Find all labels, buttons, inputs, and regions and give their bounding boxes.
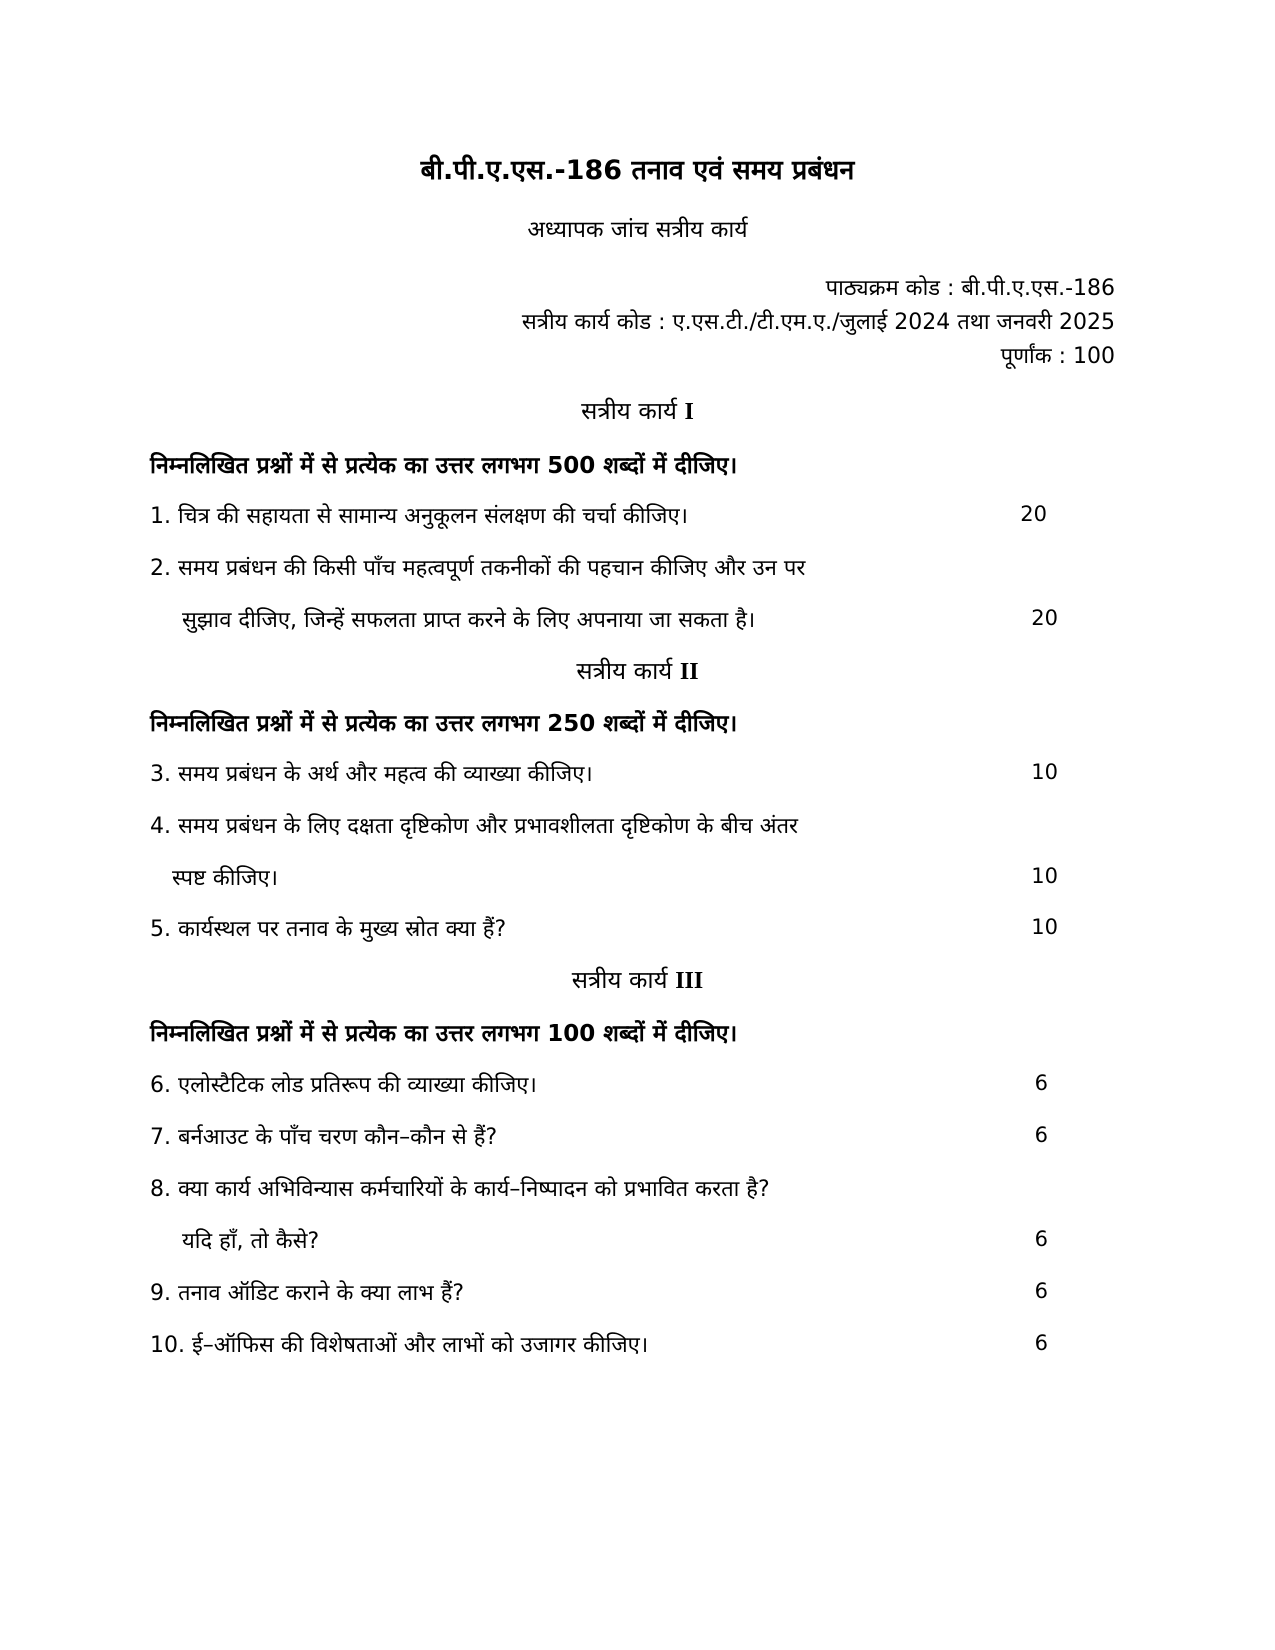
section-heading-text: सत्रीय कार्य [571,966,668,994]
question-6: 6. एलोस्टैटिक लोड प्रतिरूप की व्याख्या कीजिए। [150,1073,537,1098]
section-heading-roman: II [679,659,699,685]
section-heading-text: सत्रीय कार्य [576,657,673,685]
question-marks: 20 [1020,502,1047,526]
max-marks: पूर्णांक : 100 [1000,344,1115,369]
question-4: 4. समय प्रबंधन के लिए दक्षता दृष्टिकोण और प्रभावशीलता दृष्टिकोण के बीच अंतर [150,814,799,839]
section-instruction: निम्नलिखित प्रश्नों में से प्रत्येक का उत्तर लगभग 500 शब्दों में दीजिए। [150,453,738,479]
question-marks: 6 [1034,1279,1048,1303]
question-1: 1. चित्र की सहायता से सामान्य अनुकूलन संलक्षण की चर्चा कीजिए। [150,504,688,529]
section-instruction: निम्नलिखित प्रश्नों में से प्रत्येक का उत्तर लगभग 100 शब्दों में दीजिए। [150,1021,738,1047]
question-8: 8. क्या कार्य अभिविन्यास कर्मचारियों के कार्य–निष्पादन को प्रभावित करता है? [150,1177,770,1202]
section-heading-roman: III [675,968,704,994]
section-heading-2 [0,654,1275,687]
page-subtitle: अध्यापक जांच सत्रीय कार्य [527,217,748,243]
section-heading-1 [0,394,1275,427]
question-marks: 6 [1034,1123,1048,1147]
question-10: 10. ई–ऑफिस की विशेषताओं और लाभों को उजागर कीजिए। [150,1333,649,1358]
page-title: बी.पी.ए.एस.-186 तनाव एवं समय प्रबंधन [420,155,855,186]
question-marks: 10 [1031,760,1058,784]
question-marks: 20 [1031,606,1058,630]
course-code: पाठ्यक्रम कोड : बी.पी.ए.एस.-186 [825,276,1115,301]
question-marks: 6 [1034,1227,1048,1251]
section-instruction: निम्नलिखित प्रश्नों में से प्रत्येक का उत्तर लगभग 250 शब्दों में दीजिए। [150,711,738,737]
question-8-continued: यदि हाँ, तो कैसे? [182,1229,320,1254]
question-marks: 6 [1034,1331,1048,1355]
question-5: 5. कार्यस्थल पर तनाव के मुख्य स्रोत क्या हैं? [150,917,507,942]
question-7: 7. बर्नआउट के पाँच चरण कौन–कौन से हैं? [150,1125,498,1150]
question-3: 3. समय प्रबंधन के अर्थ और महत्व की व्याख्या कीजिए। [150,762,593,787]
assignment-code: सत्रीय कार्य कोड : ए.एस.टी./टी.एम.ए./जुलाई 2024 तथा जनवरी 2025 [521,310,1115,335]
section-heading-roman: I [684,399,694,425]
section-heading-3 [0,963,1275,996]
question-2-continued: सुझाव दीजिए, जिन्हें सफलता प्राप्त करने के लिए अपनाया जा सकता है। [182,608,756,633]
question-marks: 10 [1031,864,1058,888]
question-9: 9. तनाव ऑडिट कराने के क्या लाभ हैं? [150,1281,465,1306]
question-2: 2. समय प्रबंधन की किसी पाँच महत्वपूर्ण तकनीकों की पहचान कीजिए और उन पर [150,556,806,581]
question-marks: 10 [1031,915,1058,939]
question-4-continued: स्पष्ट कीजिए। [172,866,279,891]
question-marks: 6 [1034,1071,1048,1095]
section-heading-text: सत्रीय कार्य [581,397,677,425]
